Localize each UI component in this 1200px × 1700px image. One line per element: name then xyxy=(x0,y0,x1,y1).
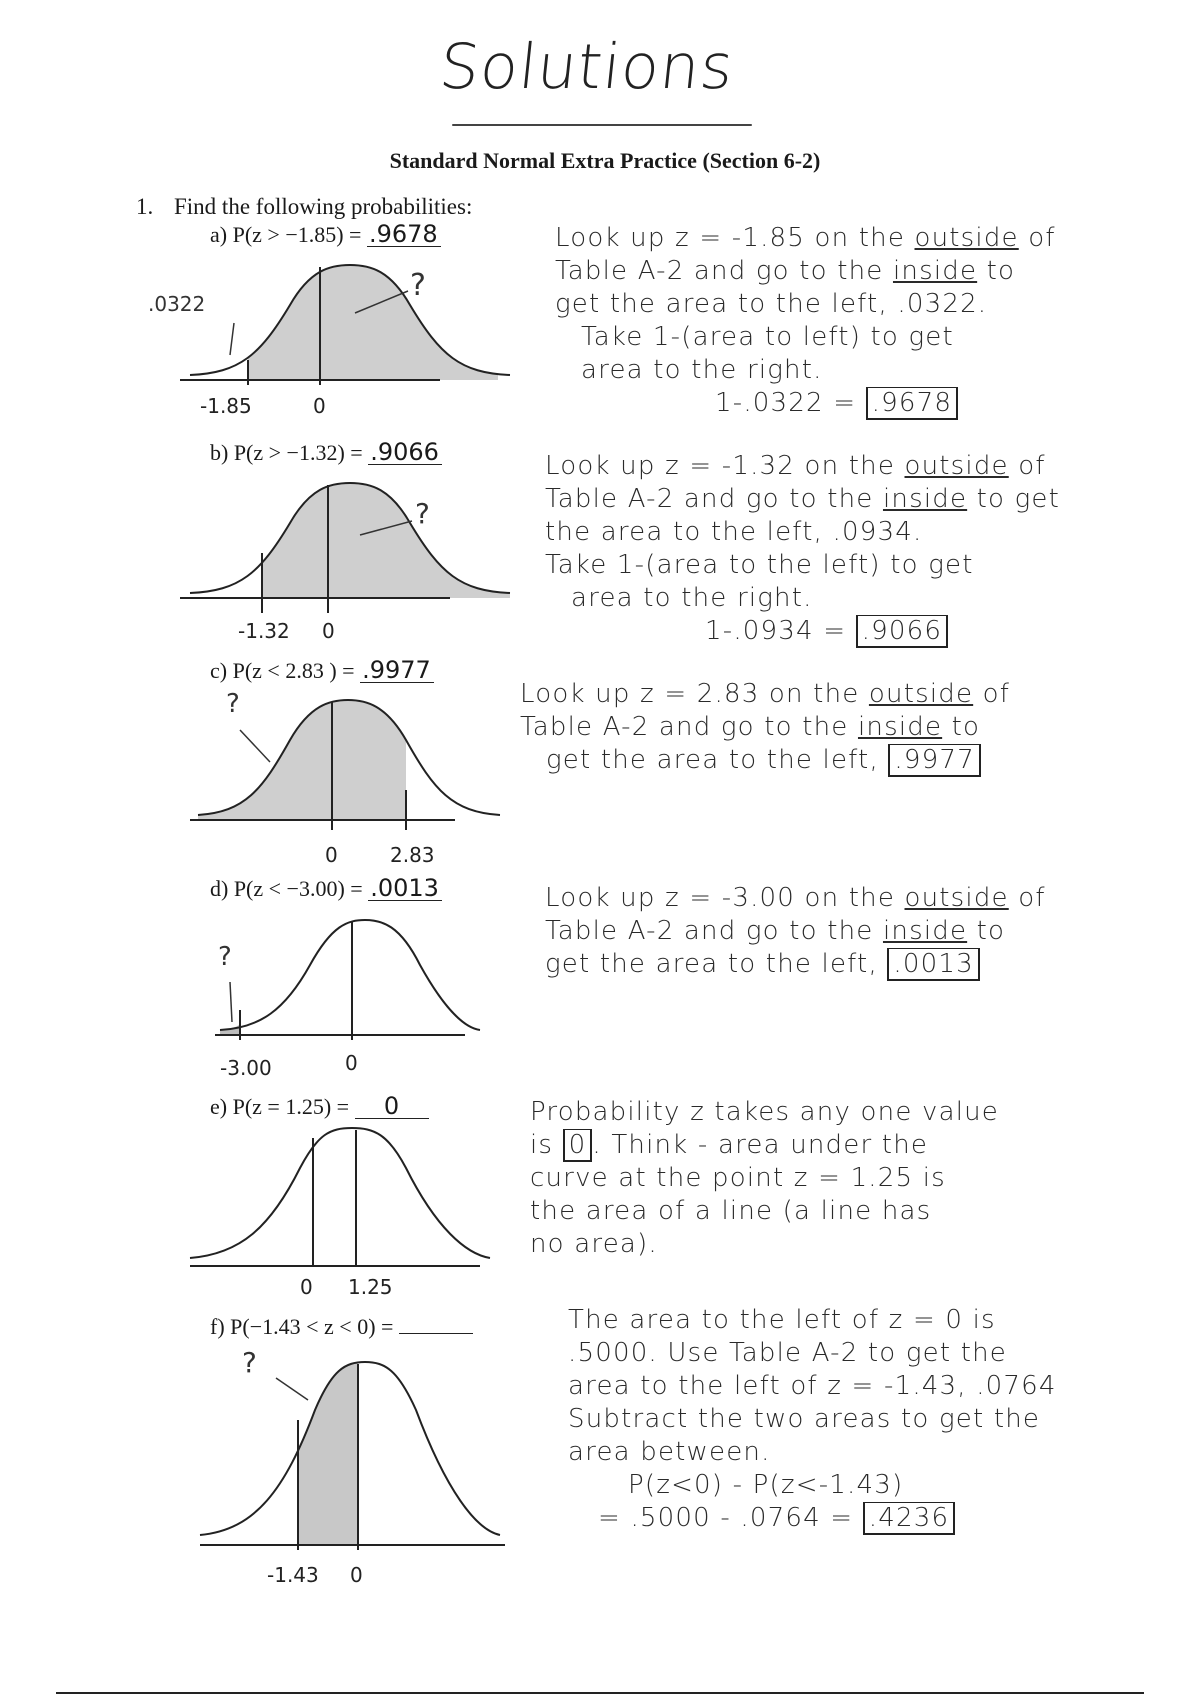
part-c-expression: c) P(z < 2.83 ) = xyxy=(210,658,355,683)
part-a-work xyxy=(555,222,1195,420)
part-b-boxed-answer: .9066 xyxy=(856,615,948,648)
part-b-work-line-2: Table A-2 and go to the xyxy=(545,484,883,514)
part-c-work-line-2-underlined: inside xyxy=(857,712,943,742)
part-e-work-line-4: the area of a line (a line has xyxy=(530,1196,932,1226)
part-f-work-line-6: P(z<0) - P(z<-1.43) xyxy=(628,1470,904,1500)
part-d-expression: d) P(z < −3.00) = xyxy=(210,876,363,901)
part-d-answer: .0013 xyxy=(368,876,442,901)
part-b-expression: b) P(z > −1.32) = xyxy=(210,440,363,465)
part-b-work-line-1: Look up z = -1.32 on the xyxy=(545,451,905,481)
part-d-tick-2: 0 xyxy=(345,1051,358,1075)
part-e-work-line-2-end: . Think - area under the xyxy=(592,1130,929,1160)
part-b-curve xyxy=(150,473,450,643)
part-b-note-1: ? xyxy=(415,497,430,530)
part-e-curve xyxy=(170,1118,490,1298)
question-prompt: Find the following probabilities: xyxy=(174,194,473,219)
part-a-tick-1: -1.85 xyxy=(200,394,252,418)
part-c-answer: .9977 xyxy=(360,658,434,683)
part-a-work-line-2: Table A-2 and go to the xyxy=(555,256,893,286)
part-b-work-line-5: area to the right. xyxy=(571,583,813,613)
part-d-tick-1: -3.00 xyxy=(220,1056,272,1080)
part-f-expression: f) P(−1.43 < z < 0) = xyxy=(210,1314,394,1339)
part-c-work-line-1: Look up z = 2.83 on the xyxy=(520,679,869,709)
part-a-note-1: .0322 xyxy=(148,292,206,316)
part-e-expression: e) P(z = 1.25) = xyxy=(210,1094,350,1119)
part-f-note-1: ? xyxy=(242,1346,257,1379)
handwritten-title: Solutions xyxy=(436,30,738,103)
part-a-work-line-6: 1-.0322 = xyxy=(715,388,866,418)
part-b-work-line-3: the area to the left, .0934. xyxy=(545,517,923,547)
part-b-work-line-1-end: of xyxy=(1008,451,1046,481)
part-c-tick-2: 2.83 xyxy=(390,843,435,867)
part-b-work xyxy=(545,450,1185,648)
part-f-work-line-5: area between. xyxy=(568,1437,771,1467)
part-a-work-line-1-underlined: outside xyxy=(914,223,1019,253)
part-e-tick-1: 0 xyxy=(300,1275,313,1299)
part-a-work-line-4: Take 1-(area to left) to get xyxy=(581,322,954,352)
part-d-work-line-3: get the area to the left, xyxy=(545,949,888,979)
part-b-label xyxy=(210,440,442,466)
part-c-work-line-2: Table A-2 and go to the xyxy=(520,712,858,742)
part-b-work-line-2-underlined: inside xyxy=(882,484,968,514)
part-d-work-line-2: Table A-2 and go to the xyxy=(545,916,883,946)
worksheet-title: Standard Normal Extra Practice (Section 6-2) xyxy=(389,148,821,173)
part-a-work-line-1: Look up z = -1.85 on the xyxy=(555,223,915,253)
part-a-work-line-2-underlined: inside xyxy=(892,256,978,286)
part-d-label xyxy=(210,876,442,902)
part-e-work-line-3: curve at the point z = 1.25 is xyxy=(530,1163,946,1193)
part-a-note-2: ? xyxy=(410,268,426,303)
part-c-work-line-3: get the area to the left, xyxy=(546,745,889,775)
part-d-boxed-answer: .0013 xyxy=(887,948,979,981)
part-c-work-line-1-end: of xyxy=(973,679,1011,709)
part-c-tick-1: 0 xyxy=(325,843,338,867)
part-a-label xyxy=(210,222,441,248)
part-f-work-line-2: .5000. Use Table A-2 to get the xyxy=(568,1338,1007,1368)
part-f-work-line-3: area to the left of z = -1.43, .0764 xyxy=(568,1371,1057,1401)
part-f-work-line-1: The area to the left of z = 0 is xyxy=(568,1305,996,1335)
part-d-work-line-1-underlined: outside xyxy=(904,883,1009,913)
part-a-curve xyxy=(148,255,450,418)
part-b-tick-1: -1.32 xyxy=(238,619,290,643)
part-a-answer: .9678 xyxy=(367,222,441,247)
part-e-work xyxy=(530,1096,1170,1261)
part-e-answer: 0 xyxy=(355,1094,429,1119)
part-a-work-line-3: get the area to the left, .0322. xyxy=(555,289,988,319)
part-d-curve xyxy=(160,910,470,1080)
part-b-answer: .9066 xyxy=(368,440,442,465)
part-b-work-line-4: Take 1-(area to the left) to get xyxy=(545,550,974,580)
part-f-tick-2: 0 xyxy=(350,1563,363,1587)
part-c-boxed-answer: .9977 xyxy=(888,744,980,777)
part-d-work xyxy=(545,882,1185,981)
title-underline xyxy=(452,124,752,126)
part-a-work-line-5: area to the right. xyxy=(581,355,823,385)
question-number: 1. xyxy=(136,194,154,219)
part-f-label xyxy=(210,1314,473,1340)
part-c-curve xyxy=(150,690,460,870)
question-heading xyxy=(136,194,472,220)
part-f-work xyxy=(568,1304,1200,1535)
part-f-work-line-4: Subtract the two areas to get the xyxy=(568,1404,1041,1434)
part-c-work-line-1-underlined: outside xyxy=(868,679,974,709)
part-a-tick-2: 0 xyxy=(313,394,326,418)
part-e-work-line-2: is xyxy=(530,1130,563,1160)
part-d-work-line-1: Look up z = -3.00 on the xyxy=(545,883,905,913)
part-d-work-line-2-end: to xyxy=(967,916,1006,946)
part-d-work-line-1-end: of xyxy=(1008,883,1046,913)
part-c-work-line-2-end: to xyxy=(942,712,981,742)
part-b-work-line-2-end: to get xyxy=(967,484,1060,514)
part-c-work xyxy=(520,678,1160,777)
part-b-tick-2: 0 xyxy=(322,619,335,643)
part-d-work-line-2-underlined: inside xyxy=(882,916,968,946)
part-e-tick-2: 1.25 xyxy=(348,1275,393,1299)
part-e-work-line-5: no area). xyxy=(530,1229,658,1259)
part-f-boxed-answer: .4236 xyxy=(863,1502,955,1535)
part-a-work-line-1-end: of xyxy=(1018,223,1056,253)
part-a-work-line-2-end: to xyxy=(977,256,1016,286)
part-d-note-1: ? xyxy=(218,942,232,972)
part-a-expression: a) P(z > −1.85) = xyxy=(210,222,362,247)
part-f-work-line-7: = .5000 - .0764 = xyxy=(598,1503,863,1533)
part-e-work-line-1: Probability z takes any one value xyxy=(530,1097,1000,1127)
part-e-boxed-answer: 0 xyxy=(563,1129,593,1162)
part-c-label xyxy=(210,658,434,684)
part-f-tick-1: -1.43 xyxy=(267,1563,319,1587)
part-f-answer xyxy=(399,1333,473,1334)
footer-rule xyxy=(56,1692,1144,1694)
part-c-note-1: ? xyxy=(226,689,240,719)
part-f-curve xyxy=(180,1346,520,1590)
part-b-work-line-6: 1-.0934 = xyxy=(705,616,856,646)
part-b-work-line-1-underlined: outside xyxy=(904,451,1009,481)
part-a-boxed-answer: .9678 xyxy=(866,387,958,420)
part-e-label xyxy=(210,1094,429,1120)
